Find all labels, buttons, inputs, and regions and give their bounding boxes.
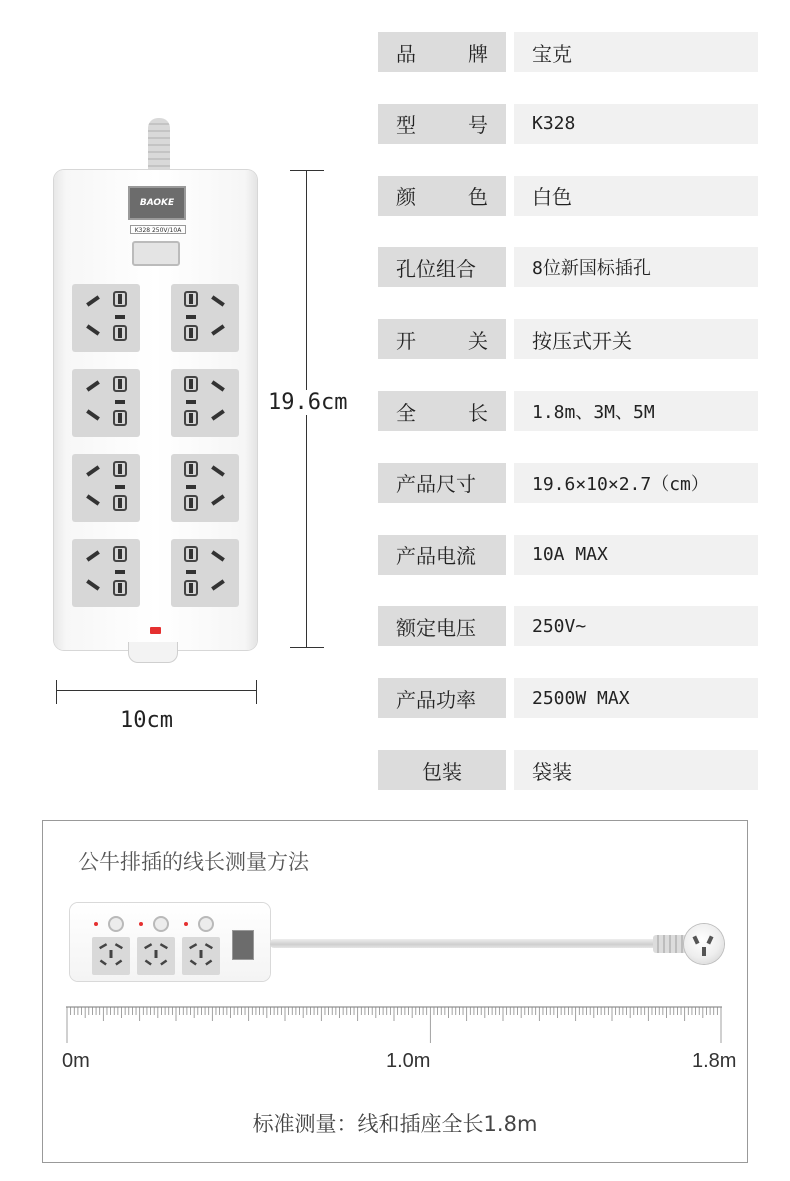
ruler-mid-label: 1.0m	[386, 1050, 431, 1072]
spec-label-char: 牌	[468, 41, 488, 66]
spec-label-char: 颜	[396, 185, 416, 210]
power-socket-icon	[171, 454, 239, 522]
brand-logo: BAOKE	[128, 186, 186, 220]
width-dimension-cap-right	[256, 680, 257, 704]
spec-label-char: 色	[468, 185, 488, 210]
mini-switch-button	[108, 916, 124, 932]
spec-value: 按压式开关	[514, 319, 758, 359]
plug-grip	[653, 935, 687, 953]
spec-label-text: 包装	[422, 759, 462, 784]
indicator-led-icon	[184, 922, 188, 926]
spec-value: 宝克	[514, 32, 758, 72]
spec-label-char: 全	[396, 400, 416, 425]
spec-value: 白色	[514, 176, 758, 216]
indicator-led-icon	[94, 922, 98, 926]
power-socket-icon	[72, 454, 140, 522]
hanging-hook	[128, 642, 178, 663]
spec-label-text: 孔位组合	[396, 256, 476, 281]
spec-label-text: 产品功率	[396, 687, 476, 712]
power-socket-icon	[137, 937, 175, 975]
ruler-end-label: 1.8m	[692, 1050, 737, 1072]
spec-label-char: 号	[468, 113, 488, 138]
spec-label-char: 开	[396, 328, 416, 353]
indicator-led-icon	[150, 627, 161, 634]
spec-label-text: 额定电压	[396, 615, 476, 640]
spec-value: 1.8m、3M、5M	[514, 391, 758, 431]
mini-power-cord	[270, 939, 658, 948]
spec-label	[378, 750, 506, 790]
power-plug-icon	[684, 924, 724, 964]
spec-label-char: 关	[468, 328, 488, 353]
spec-value: 250V~	[514, 606, 758, 646]
spec-value: K328	[514, 104, 758, 144]
power-socket-icon	[171, 539, 239, 607]
power-socket-icon	[72, 284, 140, 352]
mini-brand-logo	[232, 930, 254, 960]
mini-switch-button	[153, 916, 169, 932]
height-label: 19.6cm	[268, 390, 348, 415]
power-socket-icon	[171, 284, 239, 352]
spec-label-text: 产品电流	[396, 544, 476, 569]
power-socket-icon	[72, 369, 140, 437]
spec-label	[378, 606, 506, 646]
power-switch	[132, 241, 180, 266]
width-label: 10cm	[120, 708, 173, 733]
power-socket-icon	[182, 937, 220, 975]
indicator-led-icon	[139, 922, 143, 926]
spec-label	[378, 247, 506, 287]
measuring-ruler	[66, 1006, 722, 1046]
spec-value: 10A MAX	[514, 535, 758, 575]
height-dimension-cap-bottom	[290, 647, 324, 648]
power-socket-icon	[171, 369, 239, 437]
measure-caption: 标准测量：线和插座全长1.8m	[252, 1112, 538, 1136]
spec-label	[378, 463, 506, 503]
spec-value: 2500W MAX	[514, 678, 758, 718]
spec-label	[378, 535, 506, 575]
spec-label	[378, 176, 506, 216]
spec-label	[378, 32, 506, 72]
width-dimension-line	[56, 690, 257, 691]
spec-label	[378, 391, 506, 431]
spec-label	[378, 319, 506, 359]
spec-label	[378, 104, 506, 144]
height-dimension-cap-top	[290, 170, 324, 171]
spec-value: 19.6×10×2.7（cm）	[514, 463, 758, 503]
spec-label	[378, 678, 506, 718]
spec-label-text: 产品尺寸	[396, 472, 476, 497]
power-socket-icon	[92, 937, 130, 975]
spec-value: 8位新国标插孔	[514, 247, 758, 287]
spec-label-char: 品	[396, 41, 416, 66]
mini-switch-button	[198, 916, 214, 932]
width-dimension-cap-left	[56, 680, 57, 704]
spec-label-char: 长	[468, 400, 488, 425]
ruler-start-label: 0m	[62, 1050, 90, 1072]
measure-title: 公牛排插的线长测量方法	[78, 850, 309, 874]
spec-label-char: 型	[396, 113, 416, 138]
model-tag: K328 250V/10A	[130, 225, 186, 234]
power-socket-icon	[72, 539, 140, 607]
power-cord	[148, 118, 170, 176]
spec-value: 袋装	[514, 750, 758, 790]
